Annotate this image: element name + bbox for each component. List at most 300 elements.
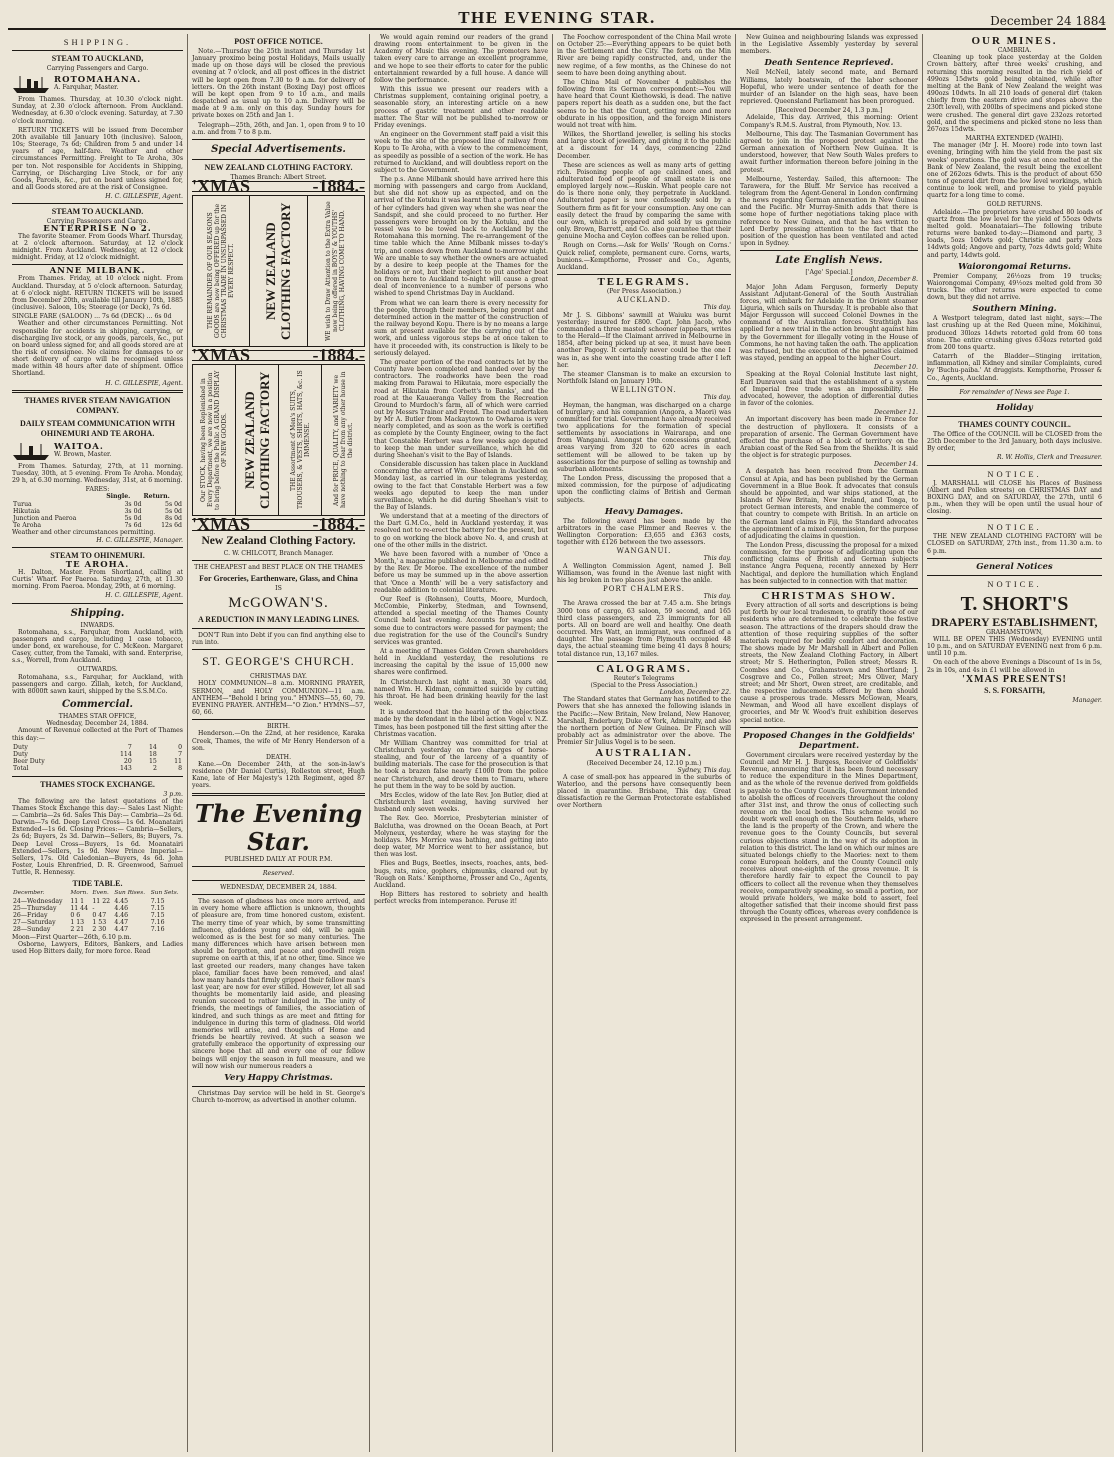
table-cell: 7s 6d xyxy=(124,522,142,530)
column-2 xyxy=(188,34,370,1452)
mcgowan-name: McGOWAN'S. xyxy=(228,594,329,611)
news-paragraph: Flies and Bugs, Beetles, insects, roaches, ants, bed-bugs, rats, mice, gophers, chipmunks, cleared out by 'Rough on Rats.' Kempthorne, Prosser and Co., Agents, Auckland. xyxy=(374,860,548,889)
banner-text: And for PRICE, QUALITY, and VARIETY we have nothing to fear from any other house in the district. xyxy=(332,372,354,509)
divider xyxy=(927,558,1102,559)
table-cell: 11 22 xyxy=(92,897,111,905)
table-row xyxy=(12,890,183,897)
auckland-telegram: Mr J. S. Gibbons' sawmill at Waiuku was burnt yesterday; insured for £800. Capt. John Jacob, who commanded a three masted schooner (appears, writes to the Herald—If the Claimant arrived in Melbourne in 1854, after being picked up at sea, it must have been another Pagogy. It certainly never could be the one I was in, as she went into the coasting trade after I left her. xyxy=(557,311,731,369)
divider xyxy=(192,793,365,796)
divider xyxy=(12,50,183,51)
table-cell: 12s 6d xyxy=(161,522,182,530)
divider xyxy=(192,159,365,160)
notice-heading: NOTICE. xyxy=(987,522,1042,533)
enterprise-schedule: The favorite Steamer. From Goods Wharf. Thursday, at 2 o'clock afternoon. Saturday, at 12 o'clock midnight. From Auckland. Wednesday, at 12 o'clock midnight. Friday, at 12 o'clock midnight. xyxy=(12,232,183,262)
banner-block xyxy=(307,196,364,346)
banner-block xyxy=(249,196,306,346)
december-dateline: December 14. xyxy=(873,461,918,469)
birth-text: Henderson.—On the 22nd, at her residence, Karaka Creek, Thames, the wife of Mr Henry Henderson of a son. xyxy=(192,730,365,752)
year-label: -1884.- xyxy=(312,514,365,535)
news-paragraph: Hop Bitters has restored to sobriety and health perfect wrecks from intemperance. Peruse it! xyxy=(374,890,548,906)
divider xyxy=(927,416,1102,417)
steam-auckland-heading: STEAM TO AUCKLAND, xyxy=(51,54,144,63)
steam-auckland-sub: Carrying Passengers and Cargo. xyxy=(46,65,149,72)
xmas-year-row xyxy=(192,345,365,366)
waiorongomai-text: Premier Company, 26½ozs from 19 trucks; Waiorongomai Company, 49½ozs melted gold from 30 trucks. The other returns were expected to come down, but they did not arrive. xyxy=(927,272,1102,302)
table-cell: 4.47 xyxy=(114,919,129,927)
news-paragraph: We would again remind our readers of the grand drawing room entertainment to be given in the Academy of Music this evening. The promoters have taken every care to arrange an excellent programme, and we hope to see their efforts to cater for the public entertainment rewarded by a full house. A dance will follow the performance. xyxy=(374,34,548,84)
divider xyxy=(12,547,183,548)
table-header xyxy=(12,493,105,500)
wellington-telegram: Heyman, the hangman, was discharged on a charge of burglary; and his companion (Angora, a Maori) was committed for trial. Government have already received two applications for the formation of special settlements by associations in Wairarapa, and one from Wanganui. Amongst the concessions granted, areas varying from 320 to 620 acres in each settlement will be allowed to be taken up by associations for the purpose of selling as township and suburban allotments. xyxy=(557,401,731,473)
exchange-time: 3 p.m. xyxy=(163,790,183,798)
steamship-icon xyxy=(12,441,50,461)
manager-signature: H. C. GILLESPIE, Manager. xyxy=(96,536,183,544)
forsaith-name: S. S. FORSAITH, xyxy=(984,685,1045,695)
agent-signature: H. C. GILLESPIE, Agent. xyxy=(105,379,183,387)
age-special-label: ['Age' Special.] xyxy=(805,269,853,277)
divider xyxy=(927,518,1102,519)
divider xyxy=(192,560,365,561)
ohinemuri-heading: STEAM TO OHINEMURI. xyxy=(50,550,145,560)
milbank-schedule: From Thames. Friday, at 10 o'clock night. From Auckland. Thursday, at 5 o'clock afternoon. Saturday, at 6 o'clock night. RETURN TICKETS will be issued from December 20th, available till January 10th, 1885 (inclusive). Saloon, 10s; Steerage (or Deck), 7s 6d. xyxy=(12,275,183,312)
divider xyxy=(12,203,183,204)
table-cell: 143 xyxy=(119,765,132,773)
wellington-telegram: The London Press, discussing the proposed that a mixed commission, for the purpose of adjudicating upon the conflicting claims of British and German subjects. xyxy=(557,475,731,504)
divider xyxy=(927,465,1102,466)
table-cell: 15 xyxy=(149,758,157,766)
hop-bitters-ad: Osborne, Lawyers, Editors, Bankers, and Ladies used Hop Bitters daily, for more force. Read xyxy=(12,940,183,955)
table-row xyxy=(12,522,183,529)
table-header: Sun Sets. xyxy=(150,890,179,897)
australian-received: (Received December 24, 12.10 p.m.) xyxy=(586,759,702,767)
table-cell: 27—Saturday xyxy=(13,919,56,927)
banner-title: NEW ZEALAND CLOTHING FACTORY xyxy=(263,202,294,340)
banner-block xyxy=(278,365,321,515)
table-cell: 7 xyxy=(178,750,182,758)
table-cell: Turua xyxy=(13,500,32,508)
ship-anne-milbank: ANNE MILBANK. xyxy=(49,266,146,277)
fares-table xyxy=(12,493,183,529)
steam2-heading: STEAM TO AUCKLAND. xyxy=(51,207,144,217)
is-label: IS xyxy=(275,584,282,592)
year-label: -1884.- xyxy=(312,176,365,197)
news-paragraph: The Foochow correspondent of the China Mail wrote on October 25:—Everything appears to be quiet both in the Settlement and the City. The forts on the Min River are being rapidly constructed, and, under the new regime, of a few months, as the Chinese do not seem to have been doing anything about. xyxy=(557,34,731,77)
christmas-show-text: Every attraction of all sorts and descriptions is being put forth by our local tradesmen, to gratify those of our residents who are determined to celebrate the festive season. The attractions of the drapers should draw the attention of those requiring supplies of the softer materials required for bodily comfort and decoration. The shows made by Mr Marshall in Albert and Pollen streets, the New Zealand Clothing Factory, in Albert street; Mr S. Hetherington, Pollen street; Messrs R. Coombes and Co., Grahamstown and Shortland; J. Cosgrave and Co., Pollen street; Mrs Oliver, Mary street; and Mr Short, Owen street, are creditable, and the respective inducements offered by them should cause a prosperous trade. Messrs McGowan, Mears, Newman, and Wood all have excellent displays of groceries, and Mr W. Wood's fruit exhibition deserves special notice. xyxy=(740,602,918,724)
treasury-date: Wednesday, December 24, 1884. xyxy=(46,720,149,728)
council-heading: THAMES COUNTY COUNCIL. xyxy=(958,419,1071,429)
news-paragraph: It is understood that the hearing of the objections made by the defendant in the libel action Vogel v. N.Z. Times, has been postponed till the first sitting after the Christmas vacation. xyxy=(374,709,548,738)
divider xyxy=(192,894,365,895)
table-row xyxy=(12,765,183,772)
year-label: -1884.- xyxy=(312,345,365,366)
tide-heading: TIDE TABLE. xyxy=(72,879,123,889)
news-paragraph: Wilkes, the Shortland jeweller, is selling his stocks and large stock of jewellery, and giving it to the public at a discount for 14 days, commencing 22nd December. xyxy=(557,131,731,160)
cheapest-place: THE CHEAPEST and BEST PLACE ON THE THAMES xyxy=(194,563,363,571)
issue-dateline: WEDNESDAY, DECEMBER 24, 1884. xyxy=(220,883,337,891)
australian-text: A case of small-pox has appeared in the suburbs of Waterloo, and the persons have consequently been placed in quarantine. Brisbane, This day. Great dissatisfaction re the German Protectorate established over Northern xyxy=(557,773,731,810)
table-cell: 2 21 xyxy=(70,926,85,934)
reprieved-heading: Death Sentence Reprieved. xyxy=(764,58,894,69)
table-cell: Duty xyxy=(13,750,28,758)
table-cell: 0 6 xyxy=(70,912,81,919)
council-text: The Office of the COUNCIL will be CLOSED from the 25th December to the 3rd January, both days inclusive. By order, xyxy=(927,430,1102,453)
divider xyxy=(12,603,183,604)
news-paragraph: An engineer on the Government staff paid a visit this week to the site of the proposed line of railway from Kopu to Te Aroha, with a view to the commencement, as speedily as possible of a section of the work. He has returned to Auckland, and will doubtless report on the subject to the Government. xyxy=(374,131,548,174)
table-row xyxy=(12,898,183,905)
masthead xyxy=(8,6,1106,30)
table-cell: 4.46 xyxy=(114,912,129,919)
london-dateline: London, December 22. xyxy=(659,689,731,697)
xmas-presents: 'XMAS PRESENTS! xyxy=(962,673,1067,685)
table-cell: 20 xyxy=(123,758,132,766)
december-text: Speaking at the Royal Colonial Institute last night, Earl Dunraven said that the establishment of a system of Imperial free trade was an impossibility. He advocated, however, the adoption of differential duties in favor of the colonies. xyxy=(740,371,918,408)
christmas-service-text: Christmas Day service will be held in St. George's Church to-morrow, as advertised in another column. xyxy=(192,1089,365,1104)
table-header: Return. xyxy=(143,493,170,501)
table-row xyxy=(12,919,183,926)
death-heading: DEATH. xyxy=(265,753,292,761)
gold-returns-heading: GOLD RETURNS. xyxy=(986,201,1043,209)
table-row xyxy=(12,758,183,765)
notice-heading: NOTICE. xyxy=(987,578,1042,589)
table-cell: 7 xyxy=(127,743,132,751)
reserved-label: Reserved. xyxy=(262,869,295,877)
divider xyxy=(557,661,731,662)
divider xyxy=(740,250,918,251)
december-dateline: December 10. xyxy=(873,364,918,372)
banner-block xyxy=(321,365,364,515)
ship-name: ROTOMAHANA. xyxy=(54,75,142,85)
news-paragraph: The Rev. Geo. Morrice, Presbyterian minister of Balclutha, was drowned on the Ocean Beach, at Port Molyneux, yesterday, where he was staying for the holidays. Mrs Morrice was bathing, and getting into deep water, Mr Morrice went to her assistance, but then was lost. xyxy=(374,815,548,859)
ship-rotomahana xyxy=(12,74,183,94)
waitoa-schedule: From Thames. Saturday, 27th, at 11 morning. Tuesday, 30th, at 5 evening. From Te Aroha. Monday, 29 h, at 6.30 morning. Wednesday, 31st, at 6 morning. xyxy=(12,462,183,485)
gold-returns-text: Adelaide.—The proprietors have crushed 80 loads of quartz from the low level for the yield of 55ozs 0dwts melted gold. Moanataiari—The following tribute returns were banked to-day:—Diamond and party, 3 loads, 5ozs 10dwts gold; Christie and party 2ozs 14dwts gold; Angove and party, 7ozs 4dwts gold; White and party, 14dwts gold. xyxy=(927,208,1102,259)
table-cell: 18 xyxy=(149,750,157,758)
aroha-schedule: H. Dalton, Master. From Shortland, calling at Curtis' Wharf. For Paeroa. Saturday, 27th, at 11.30 morning. From Paeroa. Monday, 29th, at 6 morning. xyxy=(12,568,183,591)
divider xyxy=(740,588,918,589)
steamship-icon xyxy=(12,74,50,94)
column-5 xyxy=(736,34,923,1452)
table-cell: 28—Sunday xyxy=(13,926,51,934)
manager-label: Manager. xyxy=(1072,696,1102,704)
column-1 xyxy=(8,34,188,1452)
melbourne-text: Melbourne, Yesterday. Sailed, this afternoon: The Tarawera, for the Bluff. Mr Service has received a telegram from the Agent-General in London confirming the news regarding German annexation in New Guinea and the Pacific. Mr Murray-Smith adds that there is some hope of further negotiations taking place with reference to New Guinea, and that he has written to Lord Derby pressing attention to the fact that the position of the question has been ventilated and acted upon in Sydney. xyxy=(740,175,918,248)
proposed-changes-heading: Proposed Changes in the Goldfields' Department. xyxy=(742,730,916,751)
special-press-label: (Special to the Press Association.) xyxy=(590,681,698,689)
table-cell: 24—Wednesday xyxy=(13,897,63,905)
table-cell: 11 44 xyxy=(70,904,89,912)
column-grid xyxy=(8,34,1106,1452)
short-hours-text: WILL BE OPEN THIS (Wednesday) EVENING until 10 p.m., and on SATURDAY EVENING next from 6 p.m. until 10 p.m. xyxy=(927,635,1102,658)
table-row xyxy=(12,493,183,500)
divider xyxy=(192,719,365,720)
news-paragraph: The p.s. Anne Milbank should have arrived here this morning with passengers and cargo from Auckland, but she did not show up as expected, and on the arrival of the Kotuku it was learnt that a portion of one of her cylinders had given way when she was near the Sandspit, and she could proceed to no further. Her passengers were brought on by the Kotuku, and the vessel was to be towed back to Auckland by the Rotomahana this morning. The re-arrangement of the time table which the Anne Milbank misses to-day's trip, and comes down from Auckland to-morrow night. We are unable to say whether the owners are actuated by a desire to keep people at the Thames for the holidays or not, but their neglect to put another boat on from here to Auckland to-night will cause a great deal of inconvenience to a number of persons who wished to spend Christmas Day in Auckland. xyxy=(374,175,548,298)
xmas-label: 'XMAS xyxy=(192,176,250,197)
exchange-text: The following are the latest quotations of the Thames Stock Exchange this day:— Sales Last Night:— Cambria—2s 6d. Sales This Day:— Cambria—2s 6d. Darwin—7s 6d. Deep Level Cross—1s 6d. Moanatairi Extended—1s 6d. Closing Prices:— Cambria—Sellers, 2s 6d; Buyers, 2s 3d. Darwin—Sellers, 8s; Buyers, 7s. Deep Level Cross—Buyers, 1s 6d. Moanatairi Extended—Sellers, 1s 9d. New Prince Imperial—Sellers, 17s. Old Caledonian—Buyers, 4s 6d. John Foster, Louis Ehrenfried, D. R. Greenwood, Samuel Tuttle, R. Hennessy. xyxy=(12,797,183,877)
banner-block xyxy=(193,365,235,515)
calograms-heading: CALOGRAMS. xyxy=(596,662,692,675)
banner-block xyxy=(235,365,278,515)
church-sub: CHRISTMAS DAY. xyxy=(249,673,308,681)
table-cell: 8s 0d xyxy=(165,515,182,523)
table-cell: Beer Duty xyxy=(13,758,45,766)
death-text: Kane.—On December 24th, at the son-in-law's residence (Mr Daniel Curtis), Rolleston street, Hugh Kane, late of Her Majesty's 12th Regiment, aged 87 years. xyxy=(192,761,365,790)
table-cell: 7.15 xyxy=(150,897,165,905)
table-row xyxy=(12,744,183,751)
late-news-text: Major John Adam Ferguson, formerly Deputy Assistant Adjutant-General of the South Australian forces, will embark for Adelaide in the Orient steamer Liguria, which sails on Thursday. It is probable also that Major Fergusson will succeed Colonel Downes in the command of the Australian forces. Strathtigh has applied for a new trial in the action brought against him by the Government for illegally voting in the House of Commons, he not having taken the oath. The application was refused, but the execution of the penalties claimed was stayed, pending an appeal to the higher Court. xyxy=(740,283,918,363)
news-paragraph: We understand that at a meeting of the directors of the Dart G.M.Co., held in Auckland yesterday, it was resolved not to re-erect the battery for the present, but to go on working the block above No. 4, and crush at one of the other mills in the district. xyxy=(374,513,548,549)
divider xyxy=(12,264,183,265)
duty-table xyxy=(12,744,183,773)
nzcf-manager: C. W. CHILCOTT, Branch Manager. xyxy=(223,549,334,557)
ship-waitoa xyxy=(12,441,183,461)
dateline-port-chalmers: PORT CHALMERS. xyxy=(603,585,685,594)
table-cell: 5s 0d xyxy=(165,500,182,508)
telegrams-heading: TELEGRAMS. xyxy=(597,276,691,288)
banner-text: WE wish to Draw Attention to the Extra Value now being offered in BOYS' & YOUTHS' CLOTHING, HAVING COME TO HAND. xyxy=(325,201,347,342)
table-cell: 0 xyxy=(178,743,182,751)
milbank-notes: Weather and other circumstances Permitting. Not responsible for accidents in shipping, carrying, or discharging live stock, or any goods, parcels, &c., put on board unless signed for, and all goods stored are at the risk of consignee. No claims for damages to or short delivery of cargo will be recognised unless made within 48 hours after date of shipment. Office Shortland. xyxy=(12,320,183,378)
late-news-heading: Late English News. xyxy=(775,255,883,267)
general-notices-heading: General Notices xyxy=(976,561,1053,572)
column-3 xyxy=(370,34,553,1452)
december-text: A despatch has been received from the German Consul at Apia, and has been published by the German Government in a Blue Book. It advocates that consuls should be appointed, and war ships stationed, at the Islands of New Britain, New Ireland, and Tonga, to protect German interests, and enable the commerce of that country to compete with British. In an article on the German land claims in Fiji, the Standard advocates the appointment of a mixed commission, for the purpose of adjudicating the claims in question. xyxy=(740,468,918,540)
table-row xyxy=(12,905,183,912)
news-paragraph: New Guinea and neighbouring Islands was expressed in the Legislative Assembly yesterday by several members. xyxy=(740,34,918,56)
notice-heading: NOTICE. xyxy=(987,468,1042,479)
divider xyxy=(192,649,365,650)
ship-enterprise: ENTERPRISE No 2. xyxy=(43,223,152,234)
december-text: An important discovery has been made in France for the destruction of phylloxera. It consists of a preparation of arsenic. The German Government have effected the purchase of a block of territory on the Arabian coast of the Red Sea from the Sheikhs. It is said the object is for strategic purposes. xyxy=(740,416,918,460)
port-chalmers-telegram: The Arawa crossed the bar at 7.45 a.m. She brings 3000 tons of cargo, 63 saloon, 59 second, and 165 third class passengers, and 23 immigrants for all ports. All on board are well and healthy. One death occurred. Mrs Watt, an immigrant, was confined of a daughter. The passage from Plymouth occupied 48 days, the actual steaming time being 41 days 8 hours; total distance run, 13,167 miles. xyxy=(557,600,731,658)
our-mines-heading: OUR MINES. xyxy=(971,35,1058,47)
table-cell: 25—Thursday xyxy=(13,904,57,912)
treasury-heading: THAMES STAR OFFICE, xyxy=(58,713,137,721)
news-paragraph: At a meeting of Thames Golden Crown shareholders held in Auckland yesterday, the resolutions re increasing the capital by the issue of 15,000 new shares were confirmed. xyxy=(374,647,548,677)
this-day-label: This day. xyxy=(703,394,731,402)
inwards-text: Rotomahana, s.s., Farquhar, from Auckland, with passengers and cargo, including 1 case tobacco, under bond, ex warehouse, for C. McKeon. Margaret Casey, cutter, from the Tamaki, with sand. Enterprise, s.s., Worrell, from Auckland. xyxy=(12,628,183,665)
divider xyxy=(192,866,365,867)
masthead-title: THE EVENING STAR. xyxy=(458,8,656,27)
table-cell: 2 xyxy=(152,765,157,773)
banner-title: NEW ZEALAND CLOTHING FACTORY xyxy=(242,371,272,510)
table-cell: 3s 0d xyxy=(124,500,142,508)
news-paragraph: Our Reef is (Rohnsen), Coutts, Moore, Murdoch, McCombie, Pinkerby, Stedman, and Townsend, attended a special meeting of the Thames County Council held last evening. Accounts for wages and some due to contractors were passed for payment; the due registration for the use of the Council's Sundry services was granted. xyxy=(374,595,548,646)
table-cell: Total xyxy=(13,765,29,773)
post-office-text: Note.—Thursday the 25th instant and Thursday 1st January proximo being postal Holidays, Mails usually made up on those days will be closed the previous evening at 7 o'clock, and all post offices in the district will be kept open from 7.30 to 9 a.m. for delivery of letters. On the 26th instant (Boxing Day) post offices will be kept open from 9 to 10 a.m., and mails despatched as usual up to 10 a.m. Delivery will be made at 9 a.m. only on this day. Sunday hours for private boxes on 25th and Jan 1. xyxy=(192,48,365,120)
table-cell: Hikutaia xyxy=(13,507,40,515)
received-label: [Received December 24, 1.3 p.m.] xyxy=(775,107,883,115)
table-header: Single. xyxy=(106,493,131,501)
ship-master: A. Farquhar, Master. xyxy=(54,84,119,92)
news-paragraph: Mr William Chantrey was committed for trial at Christchurch yesterday on two charges of horse-stealing, and four of the larceny of a quantity of building materials. The case for the prosecution is that he took a brazen false nearly £1000 from the police near Christchurch, and drove them to Timaru, where he put them in the way to be sold by auction. xyxy=(374,739,548,790)
fares-note: Weather and other circumstances permitting. xyxy=(12,529,156,537)
reprieved-text: Neil McNeil, lately second mate, and Bernard Williams, lately boatswain, of the labor schooner Hopeful, who were under sentence of death for the murder of an Islander on the high seas, have been reprieved. Queensland Parliament has been prorogued. xyxy=(740,69,918,106)
river-company-heading: THAMES RIVER STEAM NAVIGATION COMPANY. xyxy=(24,395,171,415)
news-paragraph: We have been favored with a number of 'Once a Month,' a magazine published in Melbourne and edited by the Rev. Dr Moroe. The excellence of the number before us may be summed up in the above assertion that 'Once a Month' will be a very satisfactory and readable addition to colonial literature. xyxy=(374,550,548,594)
tide-note: Moon—First Quarter—26th, 6.10 p.m. xyxy=(12,933,132,941)
proposed-changes-text: Government circulars were received yesterday by the Council and Mr H. J. Burgess, Receiver of Goldfields' Revenue, announcing that it has been found necessary to reduce the expenditure in the Mines Department, and as the whole of the revenue derived from goldfields is payable to the County Councils, Government intended to abolish the offices of receivers throughout the colony after 31st inst, and throw the onus of collecting such revenue on the local bodies. This scheme would no doubt work well enough on the Southern fields, where the land is the property of the Crown, and where the revenue goes to the County Councils, but several curious objections stand in the way of its adoption in relation to this district. The land on which our mines are situated belongs chiefly to the Maories: next to them come European holders, and the County Council only receives about one-eighth of the gross revenue. It is therefore hardly fair to expect the Council to pay officers to collect all the revenue when they themselves receive, comparatively speaking, so small a portion, nor would private holders, we make bold to assert, feel altogether satisfied that their income should first pass through the County offices, whereas every confidence is expressed in the present arrangement. xyxy=(740,751,918,924)
table-cell: 4.46 xyxy=(114,904,129,912)
merry-christmas: Very Happy Christmas. xyxy=(224,1072,333,1083)
table-cell: 11 xyxy=(174,758,182,766)
banner-text: THE Assortment of Men's SUITS, TROUSERS, & VESTS, SHIRTS, HATS, &c. IS IMMENSE. xyxy=(289,370,311,510)
london-cable: The Standard states that Germany has notified to the Powers that she has annexed the following islands in the Pacific:—New Britain, New Ireland, New Hanover, Marshall, Enderbury, Duke of York, Admiralty, and also the northern portion of New Guinea. Dr Finsch will probably act as administrator over the above. The Premier Sir Julius Vogel is to be seen. xyxy=(557,696,731,747)
table-row xyxy=(12,515,183,522)
divider xyxy=(192,880,365,881)
single-fare: SINGLE FARE (SALOON) ... 7s 6d (DECK) ... 6s 0d xyxy=(12,313,172,321)
table-cell: 7.15 xyxy=(150,912,165,919)
news-paragraph: The China Mail of November 4 publishes the following from its German correspondent:—You will have heard that Count Kiethowski, is dead. The native papers report his death as a sudden one, but the fact seems to be that the Count, getting more and more obdurate in his opposition, and the foreign Ministers would not treat with him. xyxy=(557,78,731,129)
commercial-heading: Commercial. xyxy=(61,699,134,711)
table-cell: 2 30 xyxy=(92,926,107,934)
cambria-heading: CAMBRIA. xyxy=(997,47,1032,55)
christmas-show-heading: CHRISTMAS SHOW. xyxy=(761,589,897,602)
dont-run-text: DON'T Run into Debt if you can find anything else to run into. xyxy=(192,631,365,647)
table-cell: 4.47 xyxy=(114,926,129,934)
discount-text: On each of the above Evenings a Discount of 1s in 5s, 2s in 10s, and 4s in £1 will be allowed in xyxy=(927,659,1102,674)
steam2-sub: Carrying Passengers and Cargo. xyxy=(46,218,149,226)
published-line: PUBLISHED DAILY AT FOUR P.M. xyxy=(224,855,333,863)
column-4 xyxy=(553,34,736,1452)
divider xyxy=(557,274,731,275)
evening-star-title: The Evening Star. xyxy=(194,798,363,856)
auckland-telegram: The steamer Clansman is to make an excursion to Northfolk Island on January 19th. xyxy=(557,370,731,386)
dateline-wellington: WELLINGTON. xyxy=(611,386,677,395)
martha-text: The manager (Mr J. H. Moore) rode into town last evening, bringing with him the yield from the past six weeks' operations. The gold was at once melted at the Bank of New Zealand, the result being the excellent one of 262ozs 6dwts. This is the product of about 650 tons of general dirt from the low level workings, which continue to look well, and promise to yield payable quartz for a long time to come. xyxy=(927,142,1102,200)
outwards-text: Rotomahana, s.s., Farquhar, for Auckland, with passengers and cargo. Zillah, ketch, for Auckland, with 8000ft sawn kauri, shipped by the S.S.M.Co. xyxy=(12,673,183,695)
divider xyxy=(927,575,1102,576)
special-ads-heading: Special Advertisements. xyxy=(211,143,346,155)
table-header: Morn. xyxy=(70,890,89,897)
holiday-heading: Holiday xyxy=(996,402,1033,413)
table-cell: 3s 0d xyxy=(124,507,142,515)
divider xyxy=(927,385,1102,386)
table-cell: 7.16 xyxy=(150,919,165,927)
agent-signature: H. C. GILLESPIE, Agent. xyxy=(105,592,183,600)
table-cell: 8 xyxy=(178,765,182,773)
outwards-heading: OUTWARDS. xyxy=(77,666,118,674)
xmas-label: 'XMAS xyxy=(192,514,250,535)
wanganui-telegram: A Wellington Commission Agent, named J. Bell Williamson, was found in the Avenue last night with his leg broken in two places just above the ankle. xyxy=(557,562,731,584)
table-cell: 7.16 xyxy=(150,926,165,934)
table-header: December. xyxy=(13,890,45,897)
dateline-auckland: AUCKLAND. xyxy=(617,296,671,305)
cambria-text: Cleaning up took place yesterday at the Golden Crown battery, after three weeks' crushing, and returning this morning resulted in the rich yield of 499ozs 15dwts gold being obtained, while after melting at the Bank of New Zealand the weight was 490ozs 10dwts. In all 210 loads of general dirt (taken chiefly from the eastern drive and stopes above the 230ft level), with 200lbs of specimens and picked stone were crushed. The general dirt gave 232ozs retorted gold, and the specimens and picked stone no less than 267ozs 15dwts. xyxy=(927,54,1102,133)
table-header: Sun Rises. xyxy=(114,890,146,897)
table-cell: 1 53 xyxy=(92,919,107,927)
short-store-name: T. SHORT'S xyxy=(960,592,1069,615)
london-dateline: London, December 8. xyxy=(850,276,918,284)
shipping-top-heading: SHIPPING. xyxy=(63,37,132,47)
catarrh-ad: Catarrh of the Bladder—Stinging irritation, inflammation, all Kidney and similar Complaints, cured by 'Buchu-paiba.' At druggists. Kempthorne, Prosser & Co., Agents, Auckland. xyxy=(927,353,1102,382)
groceries-line: For Groceries, Earthenware, Glass, and China xyxy=(199,573,358,583)
table-cell: 1 13 xyxy=(70,919,85,927)
table-cell: Te Aroha xyxy=(13,522,42,530)
news-paragraph: These are sciences as well as many arts of getting rich. Poisoning people of age calcined ones, and adulterated food of people of small estate is one employed largely now.—Ruskin. What people care not do is there none only, they perpetrate in Auckland. Adulterated paper is now confessedly sold by a Southern firm as fit for your consumption. Any one can easily detect the fraud by comparing the same with our own, which is prepared and sold by us genuine only. Brown, Barrett, and Co. also guarantee that their genuine Mocha and Ceylon coffees can be relied upon. xyxy=(557,161,731,241)
table-row xyxy=(12,751,183,758)
table-cell: 5s 0d xyxy=(165,507,182,515)
table-cell: 14 xyxy=(149,743,157,751)
divider xyxy=(12,390,183,393)
this-day-label: This day. xyxy=(703,304,731,312)
divider xyxy=(192,1086,365,1087)
table-header: Even. xyxy=(92,890,109,897)
column-6 xyxy=(923,34,1106,1452)
table-row xyxy=(12,912,183,919)
table-row xyxy=(12,508,183,515)
southern-mining-text: A Westport telegram, dated last night, says:—The last crushing up at the Red Queen mine, Mokihinui, produced 30lozs 14dwts retorted gold from 60 tons stone. The entire crushing gives 634ozs retorted gold from 200 tons quartz. xyxy=(927,315,1102,351)
daily-communication-heading: DAILY STEAM COMMUNICATION WITH OHINEMURI AND TE AROHA. xyxy=(20,418,175,438)
news-paragraph: Mrs Eccles, widow of the late Rev. Jon Butler, died at Christchurch last evening, having survived her husband only seven weeks. xyxy=(374,791,548,814)
martha-heading: MARTHA EXTENDED (WAIHI). xyxy=(965,135,1064,143)
divider xyxy=(192,139,365,140)
clothing-branch: Thames Branch: Albert Street. xyxy=(230,173,327,181)
news-paragraph: The greater portion of the road contracts let by the County have been completed and handed over by the contractors. The roadworks have been the road making from Parawai to Hikutaia, more especially the road at Hikutaia from Corbett's to Banks', and the road at the Kauaeranga Valley from the Recreation Ground to Murdoch's farm, all of which were carried out by Messrs Trainor and Frend. The road undertaken by Mr A. Butler from Mackaytown to Owharoa is very nearly completed, and as soon as the work is certified as complete by the County Engineer, owing to the fact that Constable Herbert was a few weeks ago deputed to keep the man under surveillance, which he did during Sheehan's visit to the Bay of Islands. xyxy=(374,358,548,459)
drapery-label: DRAPERY ESTABLISHMENT, xyxy=(931,614,1098,629)
council-signature: R. W. Hollis, Clerk and Treasurer. xyxy=(996,454,1102,462)
agent-signature: H. C. GILLESPIE, Agent. xyxy=(105,193,183,201)
notice-text: J. MARSHALL will CLOSE his Places of Business (Albert and Pollen streets) on CHRISTMAS DAY and BOXING DAY, and on SATURDAY, the 27th, until 6 p.m., when they will be open until the usual hour of closing. xyxy=(927,479,1102,516)
dateline-wanganui: WANGANUI. xyxy=(616,547,672,556)
this-day-label: This day. xyxy=(703,593,731,601)
clothing-factory-heading: NEW ZEALAND CLOTHING FACTORY. xyxy=(204,162,353,172)
ship-master: W. Brown, Master. xyxy=(54,450,112,458)
return-tickets-text: RETURN TICKETS will be issued from December 20th available till January 10th (inclusive). Saloon, 10s; Steerage, 7s 6d; Children from 5 and under 14 years of age, half-fare. Weather and other circumstances Permitting. Freight to Te Aroha, 30s per ton. Not responsible for Accidents in Shipping, Carrying, or Discharging Live Stock, or for any Goods, Parcels, &c., put on board unless signed for, and all Goods stored are at the risk of Consignee. xyxy=(12,126,183,192)
table-cell: 7.15 xyxy=(150,904,165,912)
treasury-text: Amount of Revenue collected at the Port of Thames this day:— xyxy=(12,727,183,742)
ship-name: WAITOA. xyxy=(54,441,104,452)
table-cell: 114 xyxy=(119,750,132,758)
church-text: HOLY COMMUNION—8 a.m. MORNING PRAYER, SERMON, and HOLY COMMUNION—11 a.m. ANTHEM—"Behold I bring you." HYMNS—55, 60, 79. EVENING PRAYER. ANTHEM—"O Zion." HYMNS—57, 60, 66. xyxy=(192,680,365,717)
shipping-heading: Shipping. xyxy=(70,607,125,619)
this-day-label: This day. xyxy=(703,555,731,563)
heavy-damages-text: The following award has been made by the arbitrators in the case Plimmer and Reeves v. the Wellington Corporation: £3,655 and £363 costs, together with £126 between the two assessors. xyxy=(557,517,731,547)
banner-text: THE REMAINDER OF OUR SEASONS GOODS are now being OFFERED up for the CHRISTMAS TRADE IN UNSURPASSED IN EVERY RESPECT. xyxy=(207,204,236,339)
news-paragraph: Rough on Corns.—Ask for Wells' 'Rough on Corns.' Quick relief, complete, permanent cure. Corns, warts, bunions.—Kempthorne, Prosser and Co., Agents, Auckland. xyxy=(557,242,731,271)
xmas-label: 'XMAS xyxy=(192,345,250,366)
banner-block xyxy=(193,196,249,346)
australian-heading: AUSTRALIAN. xyxy=(595,747,693,760)
nzcf-heading: New Zealand Clothing Factory. xyxy=(201,534,356,547)
clothing-banner xyxy=(192,195,365,347)
news-paragraph: In Christchurch last night a man, 30 years old, named Wm. H. Kidman, committed suicide by cutting his throat. He had been drinking heavily for the last week. xyxy=(374,678,548,708)
news-paragraph: With this issue we present our readers with a Christmas supplement, containing original poetry, a seasonable story, an interesting article on a new process of gastric treatment and other readable matter. The Star will not be published to-morrow or Friday evenings. xyxy=(374,86,548,129)
sydney-dateline: Sydney, This day. xyxy=(677,766,731,774)
melbourne-text: Melbourne, This day. The Tasmanian Government has agreed to join in the proposed protest against the German annexation of Northern New Guinea. It is understood, however, that New South Wales prefers to await further information thereon before joining in the protest. xyxy=(740,130,918,174)
news-paragraph: Considerable discussion has taken place in Auckland concerning the arrest of Wm. Sheehan in Auckland on Monday last, as carried in our telegrams yesterday, owing to the fact that Constable Herbert was a few weeks ago deputed to keep the man under surveillance, which he did during Sheehan's visit to the Bay of Islands. xyxy=(374,461,548,511)
inwards-heading: INWARDS. xyxy=(80,621,115,629)
december-text: The London Press, discussing the proposal for a mixed commission, for the purpose of adjudicating upon the conflicting claims of British and German subjects instance Angra Pequena, recently annexed by Herr Nachtigal, and deplore the humiliation which England has been subjected to in connection with that matter. xyxy=(740,542,918,585)
table-cell: 11 1 xyxy=(70,897,85,905)
press-association-label: (Per Press Association.) xyxy=(606,288,682,296)
table-cell: 0 47 xyxy=(92,912,107,919)
southern-mining-heading: Southern Mining. xyxy=(972,304,1057,315)
table-cell: - xyxy=(92,904,95,912)
reduction-line: A REDUCTION IN MANY LEADING LINES. xyxy=(197,614,360,624)
divider xyxy=(927,399,1102,400)
editorial-text: The season of gladness has once more arrived, and in every home where affliction is unknown, thoughts of pleasure are, from time honored custom, existent. The merry time of year which, by some transmitting influence, gladdens young and old, will be again welcomed as is the best for so many centuries. The many differences which have arisen between men should be forgotten, and peace and goodwill reign supreme on earth at this, if at no other, time. Since we last greeted our readers, many changes have taken place, familiar faces have been removed, and alas! how many hands that firmly gripped their fellow man's last year, are now for ever stilled. However, let all sad thoughts be momentarily laid aside, and pleasing reunion succeed to rather indulged in. The unity of friends, the meetings of families, the association of kindred, and such things as are meet and fitting for indulgence in during this term of gladness. Old world memories will arise, and thoughts of Home and friends be heartily revived. At such a season we gratefully embrace the opportunity of expressing our sincere hope that all and every one of our fellow beings will enjoy the season in full measure, and we will now wish our numerous readers a xyxy=(192,898,365,1070)
divider xyxy=(192,628,365,629)
table-row xyxy=(12,926,183,933)
banner-text: Our STOCK, having been Replenished in Every Department, we are now in a position to bring before the Public A GRAND DISPLAY OF NEW GOODS. xyxy=(200,370,228,511)
birth-heading: BIRTH. xyxy=(266,723,291,731)
grahamstown-label: GRAHAMSTOWN, xyxy=(985,628,1044,636)
church-heading: ST. GEORGE'S CHURCH. xyxy=(202,654,355,669)
table-cell: Duty xyxy=(13,743,28,751)
ship-te-aroha: TE AROHA. xyxy=(65,559,130,570)
fares-heading: FARES: xyxy=(85,486,110,494)
xmas-year-row xyxy=(192,514,365,535)
